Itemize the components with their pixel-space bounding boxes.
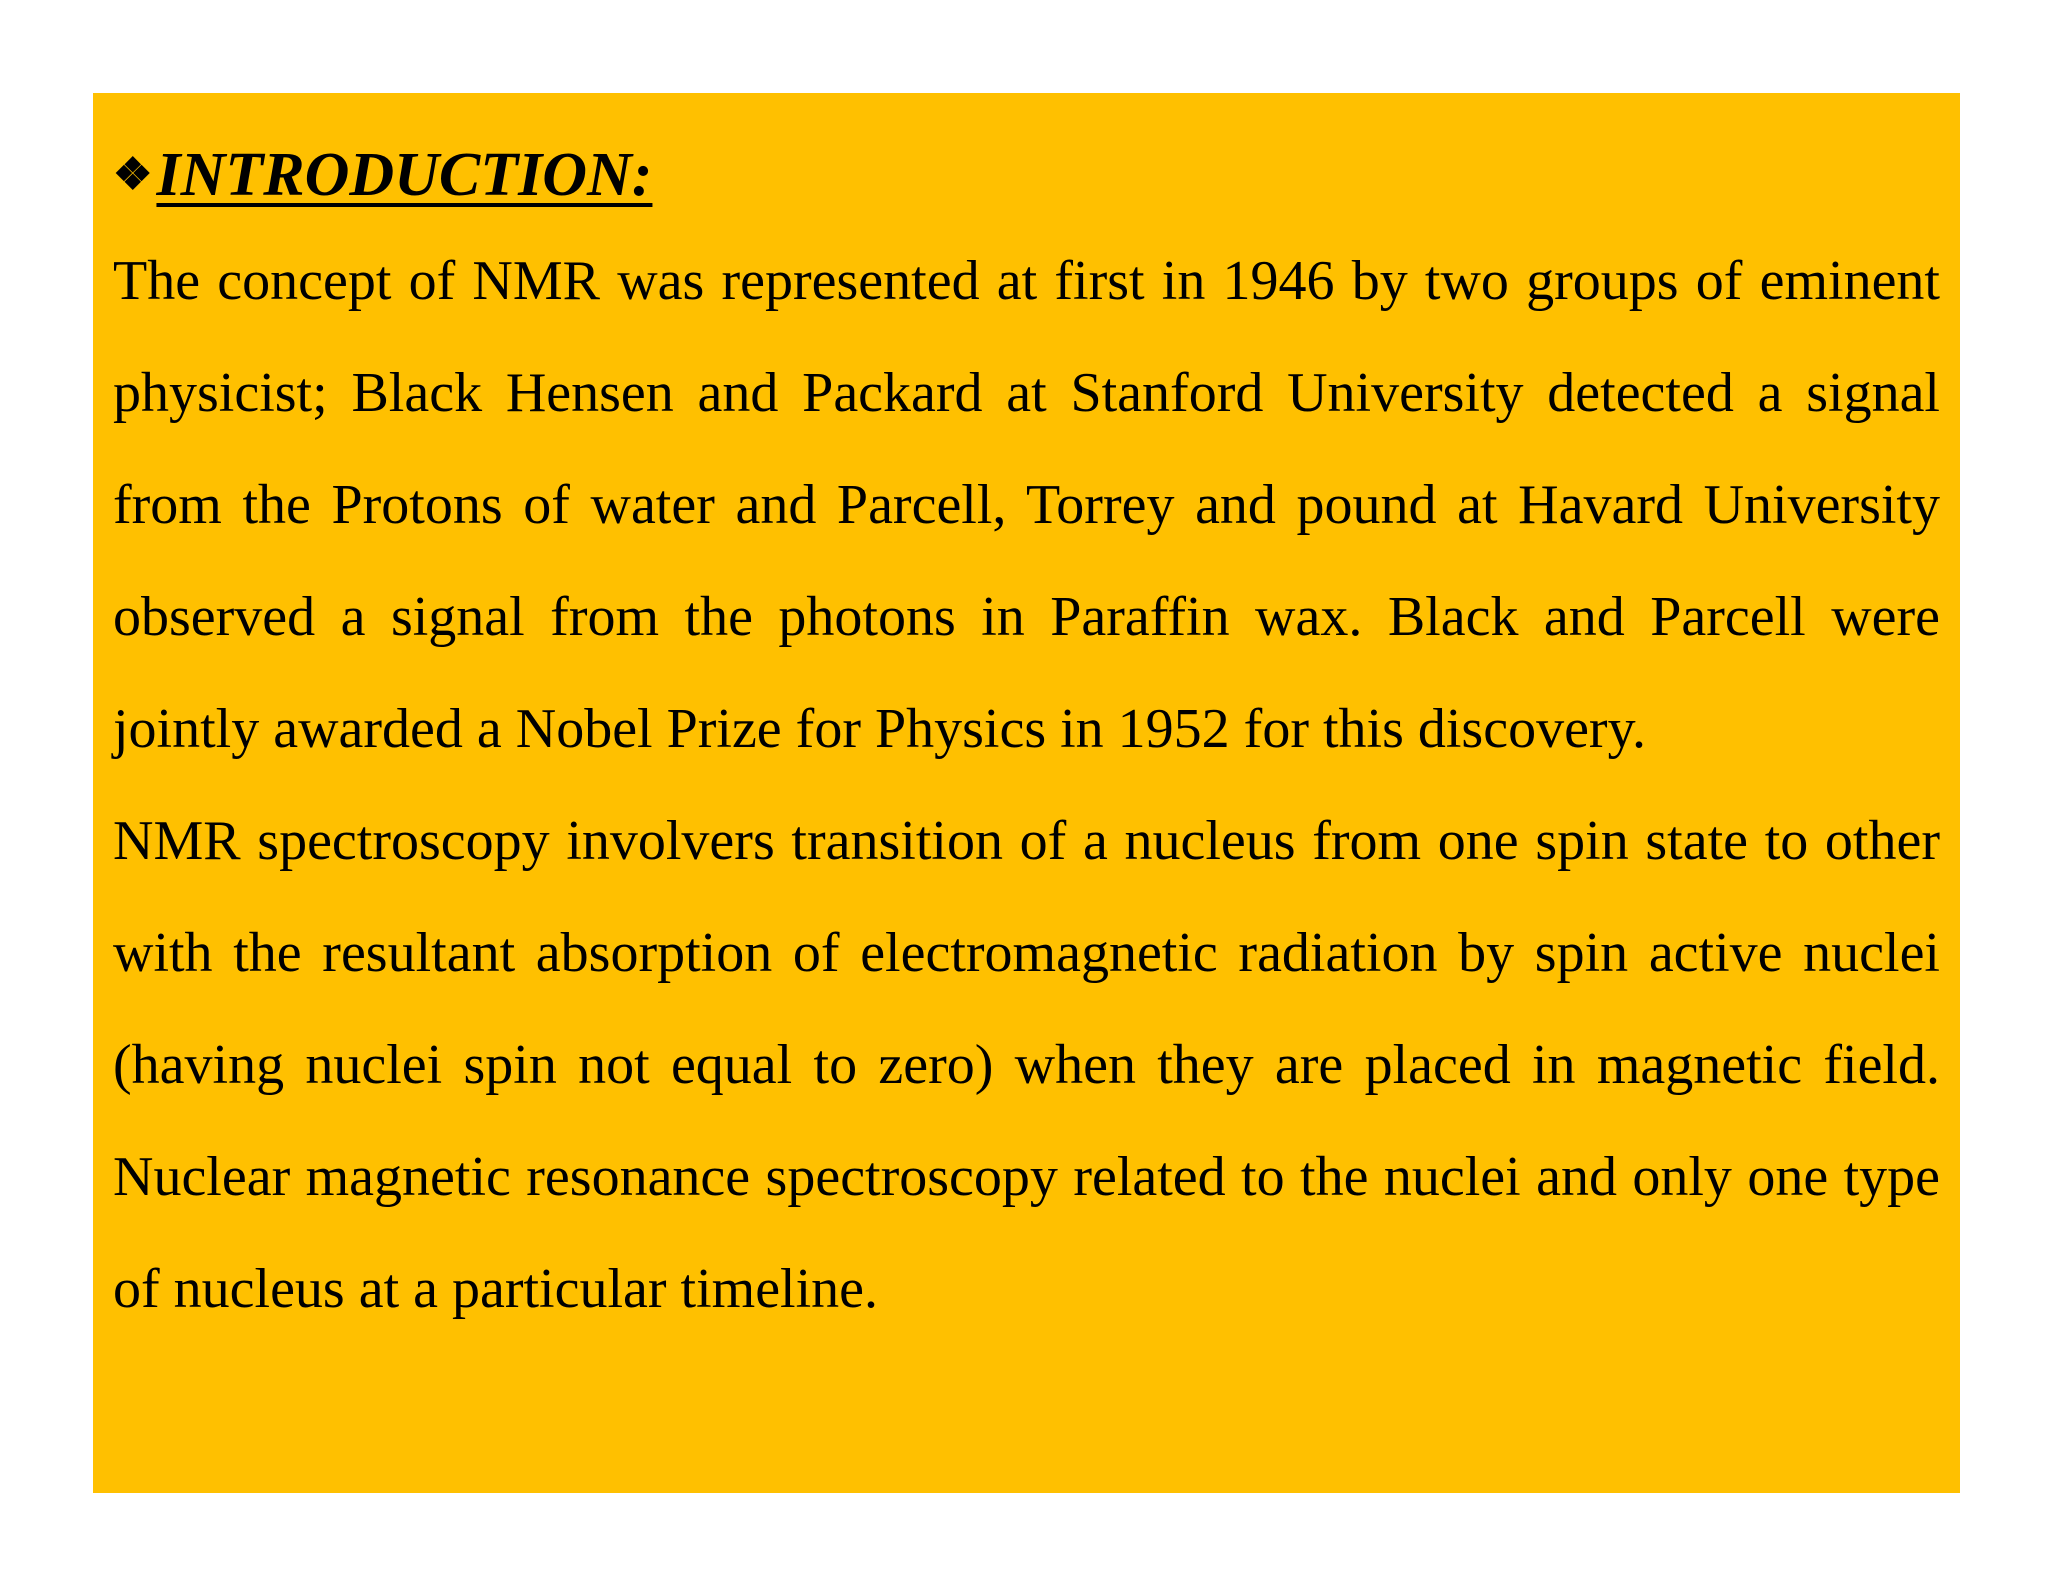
slide-panel — [93, 93, 1960, 1493]
paragraph-history: The concept of NMR was represented at first in 1946 by two groups of eminent physicist; Black Hensen and Packard at Stanford University detected a signal from the Protons of water and Parcell, Torrey and pound at Havard University observed a signal from the photons in Paraffin wax. Black and Parcell were jointly awarded a Nobel Prize for Physics in 1952 for this discovery. — [113, 250, 1940, 760]
diamond-bullet-icon: ❖ — [113, 150, 153, 199]
section-heading — [113, 125, 1940, 225]
heading-text: INTRODUCTION: — [156, 141, 653, 209]
paragraph-definition: NMR spectroscopy involvers transition of a nucleus from one spin state to other with the resultant absorption of electromagnetic radiation by spin active nuclei (having nuclei spin not equal to zero) when they are placed in magnetic field. Nuclear magnetic resonance spectroscopy related to the nuclei and only one type of nucleus at a particular timeline. — [113, 810, 1940, 1320]
